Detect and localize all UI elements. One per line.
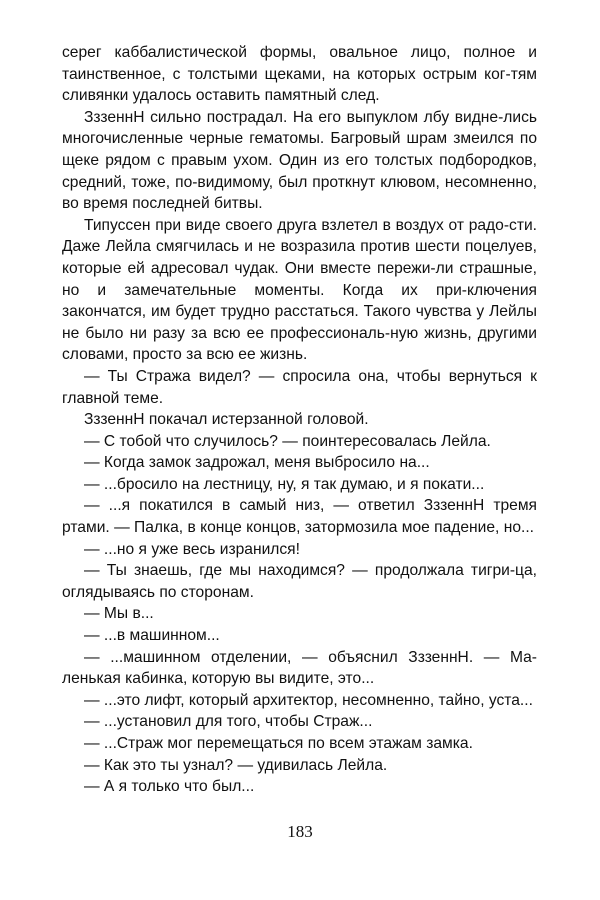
paragraph-6: — С тобой что случилось? — поинтересовалась Лейла. (84, 432, 491, 450)
paragraph-19: — А я только что был... (84, 778, 255, 796)
paragraph-14: — ...машинном отделении, — объяснил ЗззеннН. — Ма-ленькая кабинка, которую вы видите, это... (62, 648, 537, 688)
paragraph-18: — Как это ты узнал? — удивилась Лейла. (84, 756, 388, 774)
paragraph-7: — Когда замок задрожал, меня выбросило на... (84, 454, 430, 472)
paragraph-15: — ...это лифт, который архитектор, несомненно, тайно, уста... (84, 691, 533, 709)
paragraph-13: — ...в машинном... (84, 627, 220, 645)
paragraph-17: — ...Страж мог перемещаться по всем этажам замка. (84, 735, 473, 752)
paragraph-3: Типуссен при виде своего друга взлетел в воздух от радо-сти. Даже Лейла смягчилась и не возразила против шести поцелуев, которые ей адресовал чудак. Они вместе пережи-ли страшные, но и замечательные моменты. Когда их при-ключения закончатся, им будет трудно расстаться. Такого чувства у Лейлы не было ни разу за всю ее профессиональ-ную жизнь, другими словами, просто за всю ее жизнь. (62, 216, 537, 364)
paragraph-8: — ...бросило на лестницу, ну, я так думаю, и я покати... (84, 475, 485, 493)
paragraph-2: ЗззеннН сильно пострадал. На его выпуклом лбу видне-лись многочисленные черные гематомы. Багровый шрам змеился по щеке рядом с правым ухом. Один из его толстых подбородков, средний, тоже, по-видимому, был проткнут клювом, несомненно, во время последней битвы. (62, 108, 537, 213)
paragraph-9: — ...я покатился в самый низ, — ответил ЗззеннН тремя ртами. — Палка, в конце концов, затормозила мое падение, но... (62, 497, 537, 537)
paragraph-5: ЗззеннН покачал истерзанной головой. (84, 411, 369, 429)
page-number: 183 (287, 822, 313, 841)
paragraph-1: серег каббалистической формы, овальное лицо, полное и таинственное, с толстыми щеками, на которых острым ког-тям сливянки удалось оставить памятный след. (62, 44, 537, 105)
paragraph-10: — ...но я уже весь изранился! (84, 540, 300, 558)
book-page-text (62, 42, 537, 798)
paragraph-11: — Ты знаешь, где мы находимся? — продолжала тигри-ца, оглядываясь по сторонам. (62, 562, 537, 601)
paragraph-16: — ...установил для того, чтобы Страж... (84, 713, 373, 731)
paragraph-4: — Ты Стража видел? — спросила она, чтобы вернуться к главной теме. (62, 367, 537, 407)
paragraph-12: — Мы в... (84, 605, 154, 623)
